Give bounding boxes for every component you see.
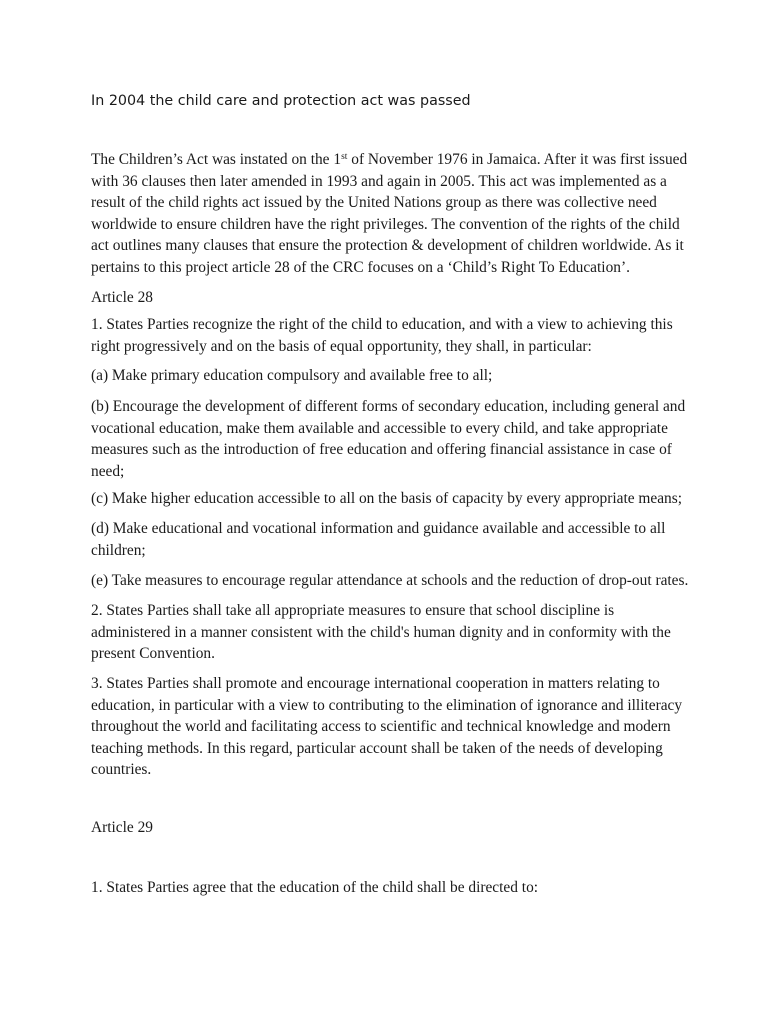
article-29-title: Article 29 xyxy=(91,819,153,836)
article-28-paragraph-2: 2. States Parties shall take all appropriate measures to ensure that school discipline is administered in a manner consistent with the child's human dignity and in conformity with the present Convention. xyxy=(91,602,671,663)
article-28-item-a: (a) Make primary education compulsory and available free to all; xyxy=(91,367,493,384)
document-heading: In 2004 the child care and protection act was passed xyxy=(91,93,471,109)
article-28-item-c: (c) Make higher education accessible to all on the basis of capacity by every appropriate means; xyxy=(91,490,683,507)
article-28-item-e: (e) Take measures to encourage regular attendance at schools and the reduction of drop-out rates. xyxy=(91,572,689,589)
article-29-paragraph-1: 1. States Parties agree that the education of the child shall be directed to: xyxy=(91,879,539,896)
ordinal-superscript: st xyxy=(341,152,348,162)
article-28-item-d: (d) Make educational and vocational information and guidance available and accessible to all children; xyxy=(91,520,666,559)
article-28-paragraph-1: 1. States Parties recognize the right of the child to education, and with a view to achieving this right progressively and on the basis of equal opportunity, they shall, in particular: xyxy=(91,316,673,355)
article-28-paragraph-3: 3. States Parties shall promote and encourage international cooperation in matters relating to education, in particular with a view to contributing to the elimination of ignorance and illiteracy throughout the world and facilitating access to scientific and technical knowledge and modern teaching methods. In this regard, particular account shall be taken of the needs of developing countries. xyxy=(91,675,683,779)
intro-paragraph xyxy=(91,149,691,279)
intro-text-rest: of November 1976 in Jamaica. After it was first issued with 36 clauses then later amended in 1993 and again in 2005. This act was implemented as a result of the child rights act issued by the United Nations group as there was collective need worldwide to ensure children have the right privileges. The convention of the rights of the child act outlines many clauses that ensure the protection & development of children worldwide. As it pertains to this project article 28 of the CRC focuses on a ‘Child’s Right To Education’. xyxy=(91,151,688,276)
article-28-item-b: (b) Encourage the development of different forms of secondary education, including general and vocational education, make them available and accessible to every child, and take appropriate measures such as the introduction of free education and offering financial assistance in case of need; xyxy=(91,398,686,480)
article-28-title: Article 28 xyxy=(91,289,153,306)
intro-text-start: The Children’s Act was instated on the 1 xyxy=(91,151,342,168)
